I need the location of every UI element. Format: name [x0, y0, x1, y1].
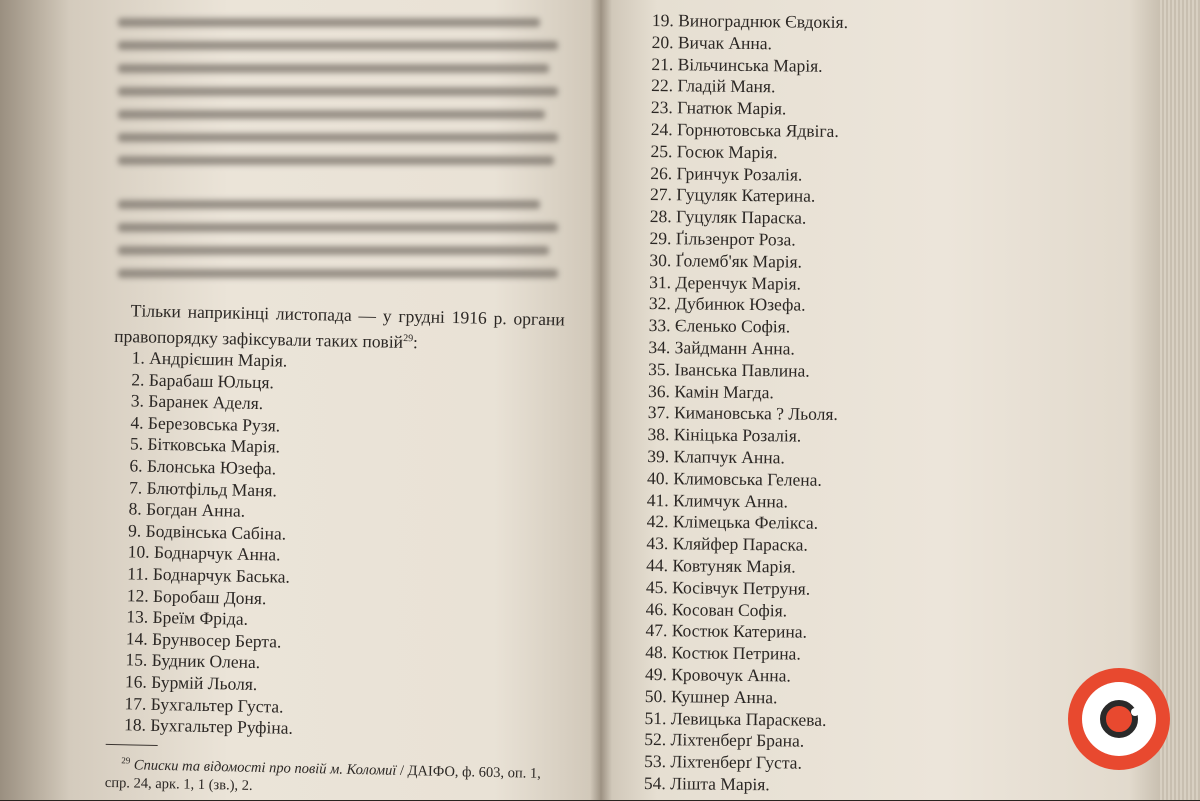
list-item: 34. Зайдманн Анна.	[648, 336, 795, 359]
intro-suffix: :	[412, 331, 419, 352]
book-gutter	[590, 0, 612, 800]
list-item: 17. Бухгальтер Густа.	[124, 692, 284, 717]
list-item: 13. Бреїм Фріда.	[126, 606, 249, 629]
list-item: 31. Деренчук Марія.	[649, 271, 802, 294]
book-left-edge	[0, 0, 70, 800]
list-item: 30. Ґолемб'як Марія.	[649, 249, 803, 272]
blurred-text-block-1	[118, 18, 558, 179]
list-item: 29. Ґільзенрот Роза.	[649, 227, 796, 250]
list-item: 9. Бодвінська Сабіна.	[127, 520, 287, 544]
list-item: 27. Гуцуляк Катерина.	[649, 184, 816, 207]
list-item: 18. Бухгальтер Руфіна.	[123, 714, 294, 738]
list-item: 8. Богдан Анна.	[128, 498, 246, 521]
list-item: 7. Блютфільд Маня.	[128, 476, 278, 501]
list-item: 19. Винограднюк Євдокія.	[651, 10, 849, 33]
footnote-ref: 29	[403, 332, 414, 344]
list-item: 16. Бурмій Льоля.	[124, 671, 258, 694]
list-item: 51. Левицька Параскева.	[644, 707, 827, 730]
footnote-source: / ДАІФО, ф. 603, оп. 1, спр. 24, арк. 1, 1 (зв.), 2.	[104, 762, 542, 794]
page-stack-edge	[1160, 0, 1200, 800]
logo-badge	[1068, 668, 1170, 770]
list-item: 35. Іванська Павлина.	[648, 358, 810, 381]
footnote-rule	[106, 744, 158, 746]
names-list-left	[106, 347, 564, 745]
eye-icon	[1082, 682, 1156, 756]
list-item: 37. Кимановська ? Льоля.	[647, 402, 838, 425]
list-item: 48. Костюк Петрина.	[645, 642, 801, 664]
footnote-title: Списки та відомості про повій м. Коломиї	[133, 757, 397, 779]
list-item: 15. Будник Олена.	[125, 649, 261, 673]
list-item: 32. Дубинюк Юзефа.	[648, 293, 806, 315]
list-item: 45. Косівчук Петруня.	[645, 576, 811, 599]
right-page-text	[644, 10, 1072, 799]
footnote-number: 29	[121, 754, 131, 766]
list-item: 23. Гнатюк Марія.	[650, 97, 787, 119]
list-item: 47. Костюк Катерина.	[645, 620, 808, 642]
list-item: 53. Ліхтенберґ Густа.	[644, 751, 802, 773]
list-item: 21. Вільчинська Марія.	[651, 53, 823, 76]
list-item: 14. Брунвосер Берта.	[125, 628, 282, 652]
eye-pupil	[1100, 700, 1138, 738]
list-item: 26. Гринчук Розалія.	[650, 162, 803, 185]
list-item: 1. Андрієшин Марія.	[131, 347, 288, 371]
list-item: 54. Лішта Марія.	[643, 772, 770, 795]
list-item: 5. Бітковська Марія.	[129, 433, 281, 457]
blurred-text-block-2	[118, 200, 558, 292]
list-item: 12. Боробаш Доня.	[126, 584, 267, 608]
list-item: 24. Горнютовська Ядвіга.	[650, 118, 839, 141]
list-item: 36. Камін Магда.	[647, 380, 774, 402]
list-item: 11. Боднарчук Баська.	[127, 563, 291, 587]
list-item: 3. Баранек Аделя.	[130, 390, 264, 414]
list-item: 28. Гуцуляк Параска.	[649, 206, 807, 228]
list-item: 22. Гладій Маня.	[651, 75, 776, 97]
list-item: 52. Ліхтенберґ Брана.	[644, 729, 805, 751]
eye-glint	[1131, 708, 1139, 716]
list-item: 41. Климчук Анна.	[646, 489, 789, 511]
list-item: 20. Вичак Анна.	[651, 31, 773, 54]
list-item: 6. Блонська Юзефа.	[129, 455, 277, 479]
intro-text: Тільки наприкінці листопада — у грудні 1916 р. органи правопорядку зафіксували таких повій	[114, 300, 565, 352]
list-item: 44. Ковтуняк Марія.	[646, 554, 796, 577]
list-item: 40. Климовська Гелена.	[646, 467, 822, 490]
list-item: 50. Кушнер Анна.	[644, 685, 778, 708]
list-item: 25. Госюк Марія.	[650, 140, 778, 163]
names-list-right	[644, 10, 1072, 799]
list-item: 38. Кініцька Розалія.	[647, 424, 802, 446]
list-item: 43. Кляйфер Параска.	[646, 533, 808, 555]
list-item: 2. Барабаш Юльця.	[131, 368, 275, 392]
list-item: 10. Боднарчук Анна.	[127, 541, 281, 565]
list-item: 46. Косован Софія.	[645, 598, 788, 620]
list-item: 39. Клапчук Анна.	[647, 445, 785, 468]
list-item: 33. Єленько Софія.	[648, 315, 791, 337]
list-item: 4. Березовська Рузя.	[130, 412, 281, 436]
list-item: 49. Кровочук Анна.	[644, 663, 791, 686]
list-item: 42. Клімецька Фелікса.	[646, 511, 819, 534]
left-page-text	[105, 300, 565, 801]
